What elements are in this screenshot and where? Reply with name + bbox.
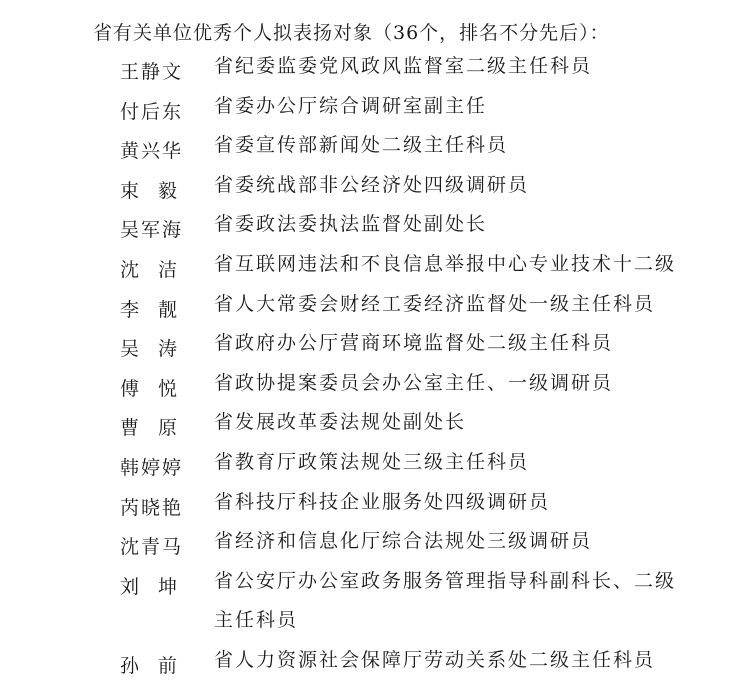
person-title: 省人力资源社会保障厅劳动关系处二级主任科员: [214, 648, 656, 671]
person-name: 吴涛: [120, 338, 197, 361]
person-title: 省委办公厅综合调研室副主任: [214, 94, 488, 117]
person-title: 省委政法委执法监督处副处长: [214, 213, 488, 236]
list-item: [0, 486, 745, 526]
section-heading: 省有关单位优秀个人拟表扬对象（36个，排名不分先后）：: [93, 22, 610, 44]
honoree-list: [0, 50, 745, 684]
list-item: [0, 248, 745, 288]
person-title: 省委统战部非公经济处四级调研员: [214, 173, 530, 196]
list-item: [0, 406, 745, 446]
person-name: 王静文: [120, 61, 184, 83]
person-title: 省发展改革委法规处副处长: [214, 411, 467, 434]
person-title: 省政府办公厅营商环境监督处二级主任科员: [214, 332, 614, 355]
person-name: 傅悦: [120, 377, 197, 400]
person-title: 省互联网违法和不良信息举报中心专业技术十二级: [214, 252, 677, 275]
list-item: [0, 169, 745, 209]
person-title: 省人大常委会财经工委经济监督处一级主任科员: [214, 292, 656, 315]
person-name: 曹原: [120, 417, 197, 440]
person-name: 李靓: [120, 298, 197, 321]
list-item: [0, 50, 745, 90]
person-title: 省科技厅科技企业服务处四级调研员: [214, 490, 551, 513]
list-item: [0, 446, 745, 486]
list-item: [0, 565, 745, 644]
person-name: 芮晓艳: [120, 496, 184, 519]
list-item: [0, 90, 745, 130]
person-name: 刘坤: [120, 575, 197, 598]
person-title: 省经济和信息化厅综合法规处三级调研员: [214, 530, 593, 553]
person-name: 孙前: [120, 654, 197, 677]
list-item: [0, 208, 745, 248]
person-name: 韩婷婷: [120, 456, 184, 479]
list-item: [0, 288, 745, 328]
person-name: 束毅: [120, 179, 197, 202]
person-name: 吴军海: [120, 219, 184, 242]
person-title: 省公安厅办公室政务服务管理指导科副科长、二级主任科员: [214, 569, 677, 632]
person-name: 黄兴华: [120, 140, 184, 163]
person-title: 省纪委监委党风政风监督室二级主任科员: [214, 55, 593, 77]
list-item: [0, 367, 745, 407]
person-name: 沈洁: [120, 258, 197, 281]
list-item: [0, 525, 745, 565]
person-title: 省委宣传部新闻处二级主任科员: [214, 134, 509, 157]
person-name: 付后东: [120, 100, 184, 123]
list-item: [0, 129, 745, 169]
person-title: 省政协提案委员会办公室主任、一级调研员: [214, 371, 614, 394]
list-item: [0, 327, 745, 367]
person-title: 省教育厅政策法规处三级主任科员: [214, 450, 530, 473]
person-name: 沈青马: [120, 536, 184, 559]
